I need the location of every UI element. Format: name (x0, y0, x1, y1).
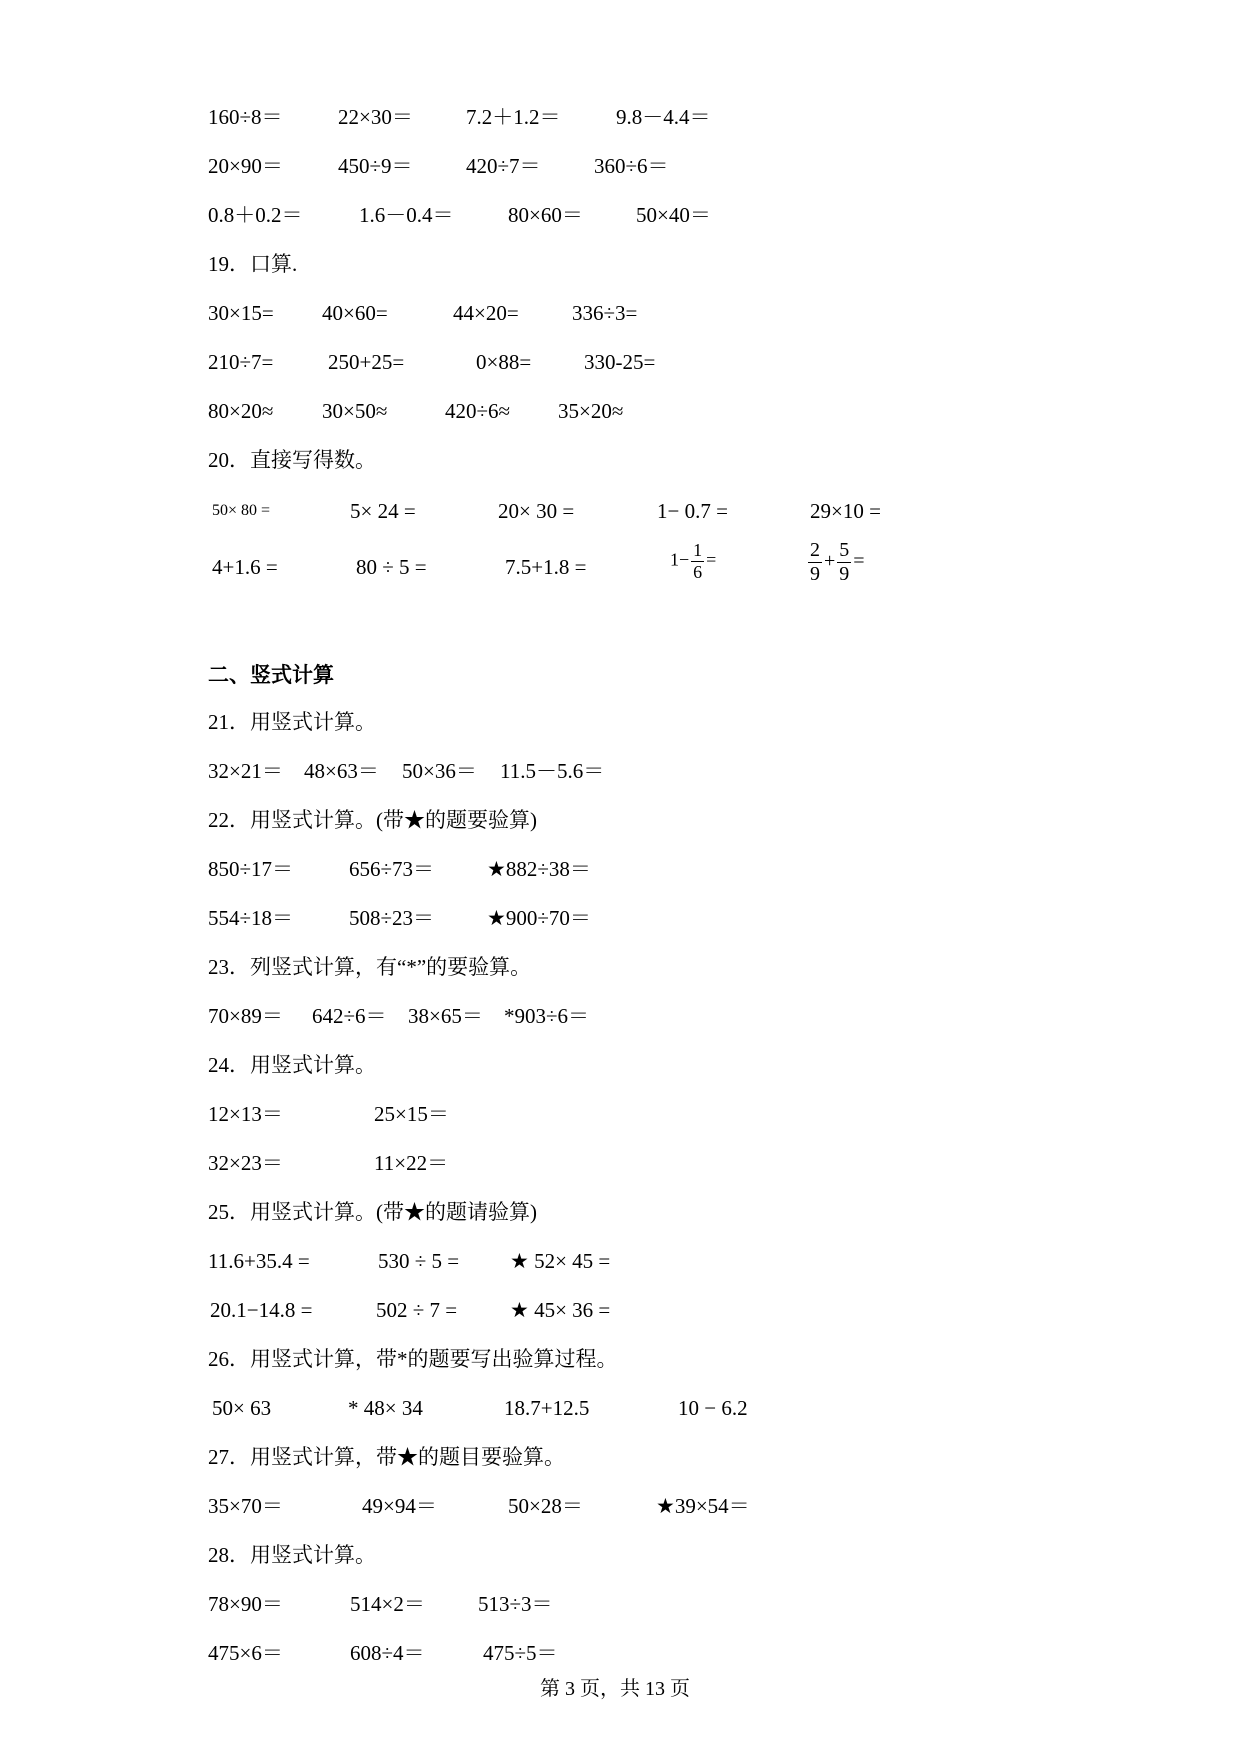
fraction-numerator: 2 (810, 539, 820, 561)
fraction-numerator: 5 (839, 539, 850, 561)
calc-item: 20×90＝ (208, 154, 283, 178)
fraction-lead: 1− (670, 549, 690, 570)
calc-item: 508÷23＝ (349, 906, 435, 930)
calc-item: 530 ÷ 5 = (378, 1249, 460, 1273)
calc-item: 32×23＝ (208, 1151, 283, 1175)
fraction (808, 540, 822, 585)
calc-item: 330-25= (584, 350, 656, 374)
fraction-tail: = (706, 549, 717, 570)
calc-item: 514×2＝ (350, 1592, 425, 1616)
calc-item: 554÷18＝ (208, 906, 294, 930)
calc-item: 50× 63 (212, 1396, 272, 1420)
question-title: 25．用竖式计算。(带★的题请验算) (208, 1200, 537, 1224)
question-title: 26．用竖式计算，带*的题要写出验算过程。 (208, 1347, 618, 1371)
calc-item: 642÷6＝ (312, 1004, 387, 1028)
question-title: 22．用竖式计算。(带★的题要验算) (208, 808, 537, 832)
calc-item: 5× 24 = (350, 499, 416, 523)
calc-item: 9.8－4.4＝ (616, 105, 711, 129)
calc-item: 11.5－5.6＝ (500, 759, 605, 783)
calc-item: 1.6－0.4＝ (359, 203, 454, 227)
calc-item: 656÷73＝ (349, 857, 435, 881)
question-title: 21．用竖式计算。 (208, 710, 376, 734)
calc-item: 20× 30 = (498, 499, 575, 523)
calc-item: 50×36＝ (402, 759, 477, 783)
question-title: 23．列竖式计算，有“*”的要验算。 (208, 955, 532, 979)
calc-item: 4+1.6 = (212, 555, 278, 579)
calc-item: 7.2＋1.2＝ (466, 105, 561, 129)
calc-item: 80×60＝ (508, 203, 583, 227)
calc-item: 78×90＝ (208, 1592, 283, 1616)
calc-item: 7.5+1.8 = (505, 555, 587, 579)
calc-item: 160÷8＝ (208, 105, 283, 129)
calc-item: ★ 52× 45 = (510, 1249, 611, 1273)
calc-item: 35×20≈ (558, 399, 624, 423)
calc-item: 850÷17＝ (208, 857, 294, 881)
calc-item: 32×21＝ (208, 759, 283, 783)
calc-item: 50×28＝ (508, 1494, 583, 1518)
fraction-expression (806, 540, 865, 585)
fraction-denominator: 9 (839, 563, 850, 585)
question-title: 19．口算. (208, 252, 298, 276)
calc-item: 11×22＝ (374, 1151, 449, 1175)
fraction (691, 541, 704, 582)
calc-item: 10 − 6.2 (678, 1396, 748, 1420)
calc-item: 49×94＝ (362, 1494, 437, 1518)
calc-item: *903÷6＝ (504, 1004, 590, 1028)
page-number-footer: 第 3 页，共 13 页 (540, 1678, 690, 1700)
calc-item: 80 ÷ 5 = (356, 555, 427, 579)
calc-item: 18.7+12.5 (504, 1396, 590, 1420)
calc-item: 38×65＝ (408, 1004, 483, 1028)
calc-item: ★39×54＝ (656, 1494, 750, 1518)
calc-item: 502 ÷ 7 = (376, 1298, 458, 1322)
calc-item: 1− 0.7 = (657, 499, 728, 523)
calc-item: 608÷4＝ (350, 1641, 425, 1665)
calc-item: 420÷6≈ (445, 399, 511, 423)
calc-item: 30×15= (208, 301, 274, 325)
calc-item: 22×30＝ (338, 105, 413, 129)
calc-item: 12×13＝ (208, 1102, 283, 1126)
fraction-denominator: 6 (693, 561, 703, 582)
section-heading: 二、竖式计算 (208, 663, 334, 687)
calc-item: 70×89＝ (208, 1004, 283, 1028)
calc-item: 40×60= (322, 301, 388, 325)
fraction-expression (670, 541, 716, 582)
fraction-operator: + (824, 550, 836, 573)
calc-item: ★ 45× 36 = (510, 1298, 611, 1322)
calc-item: ★900÷70＝ (487, 906, 591, 930)
fraction (837, 540, 851, 585)
fraction-numerator: 1 (693, 540, 703, 560)
calc-item: 420÷7＝ (466, 154, 541, 178)
calc-item: 25×15＝ (374, 1102, 449, 1126)
calc-item: 475×6＝ (208, 1641, 283, 1665)
calc-item: 35×70＝ (208, 1494, 283, 1518)
fraction-denominator: 9 (810, 563, 820, 585)
calc-item: 48×63＝ (304, 759, 379, 783)
calc-item: 20.1−14.8 = (210, 1298, 313, 1322)
question-title: 20．直接写得数。 (208, 448, 376, 472)
calc-item: 513÷3＝ (478, 1592, 553, 1616)
calc-item: 360÷6＝ (594, 154, 669, 178)
calc-item: 0.8＋0.2＝ (208, 203, 303, 227)
calc-item: 44×20= (453, 301, 519, 325)
calc-item: 0×88= (476, 350, 532, 374)
calc-item: ★882÷38＝ (487, 857, 591, 881)
calc-item: 250+25= (328, 350, 405, 374)
calc-item: 210÷7= (208, 350, 274, 374)
question-title: 24．用竖式计算。 (208, 1053, 376, 1077)
calc-item: 30×50≈ (322, 399, 388, 423)
calc-item: * 48× 34 (348, 1396, 423, 1420)
calc-item: 475÷5＝ (483, 1641, 558, 1665)
calc-item: 11.6+35.4 = (208, 1249, 310, 1273)
calc-item: 450÷9＝ (338, 154, 413, 178)
fraction-tail: = (853, 550, 865, 573)
calc-item: 29×10 = (810, 499, 881, 523)
question-title: 27．用竖式计算，带★的题目要验算。 (208, 1445, 565, 1469)
calc-item: 50×40＝ (636, 203, 711, 227)
calc-item: 336÷3= (572, 301, 638, 325)
calc-item: 80×20≈ (208, 399, 274, 423)
calc-item: 50× 80 = (212, 502, 271, 519)
question-title: 28．用竖式计算。 (208, 1543, 376, 1567)
